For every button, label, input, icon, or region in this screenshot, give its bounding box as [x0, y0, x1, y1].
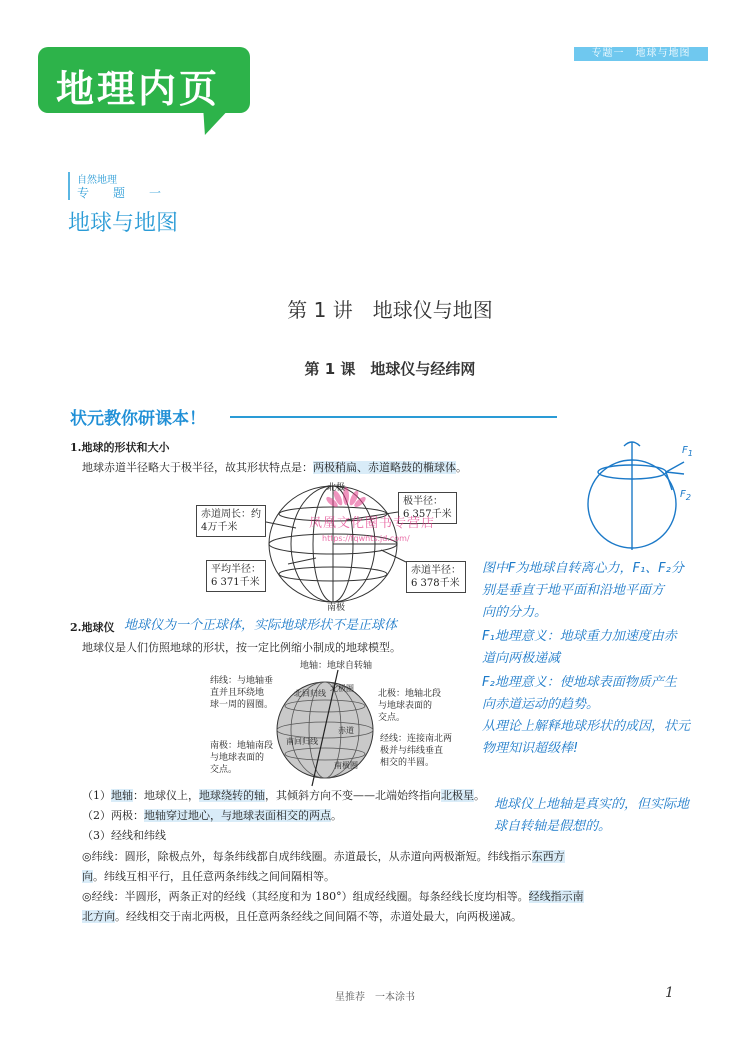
- longitude-note: 经线：连接南北两 极并与纬线垂直 相交的半圆。: [380, 734, 453, 768]
- page-number: 1: [665, 985, 674, 1001]
- latitude-line1: ◎纬线：圆形，除极点外，每条纬线都自成纬线圈。赤道最长，从赤道向两极渐短。纬线指示东西方: [82, 850, 565, 863]
- s2-heading: 2.地球仪: [70, 621, 115, 634]
- tropic-cancer-label: 北回归线: [294, 689, 326, 698]
- equator-label: 赤道: [338, 726, 354, 735]
- note-line4: F₁地理意义：地球重力加速度由赤: [482, 629, 677, 644]
- chapter-number: 专 题 一: [77, 186, 168, 200]
- latitude-line2: 向。纬线互相平行，且任意两条纬线之间间隔相等。: [82, 870, 335, 883]
- item-axis: （1）地轴：地球仪上，地球绕转的轴，其倾斜方向不变——北端始终指向北极星。: [82, 789, 485, 802]
- section-divider: [230, 416, 557, 418]
- note-line5: 道向两极递减: [482, 651, 561, 666]
- note-line8: 从理论上解释地球形状的成因，状元: [482, 719, 691, 734]
- axis-note-line1: 地球仪上地轴是真实的，但实际地: [494, 797, 690, 812]
- tropic-capricorn-label: 南回归线: [286, 737, 318, 746]
- footer-text: 星推荐 一本涂书: [335, 992, 415, 1003]
- item-poles: （2）两极：地轴穿过地心，与地球表面相交的两点。: [82, 809, 342, 822]
- chapter-bar: [68, 172, 70, 200]
- longitude-line2: 北方向。经线相交于南北两极，且任意两条经线之间间隔不等，赤道处最大，向两极递减。: [82, 910, 522, 923]
- topic-tag: 专题一 地球与地图: [574, 47, 708, 61]
- chapter-title: 地球与地图: [68, 211, 179, 236]
- chapter-category: 自然地理: [77, 175, 117, 186]
- badge-title: 地理内页: [56, 67, 221, 111]
- watermark-text: 凤凰文化圈书专营店: [309, 516, 436, 531]
- equatorial-radius-box: 赤道半径： 6 378千米: [406, 561, 466, 593]
- south-pole-note: 南极：地轴南段 与地球表面的 交点。: [210, 741, 274, 775]
- north-pole-note: 北极：地轴北段 与地球表面的 交点。: [378, 689, 442, 723]
- equator-circumference-box: 赤道周长：约 4万千米: [196, 505, 266, 537]
- note-line9: 物理知识超级棒!: [482, 741, 579, 756]
- north-pole-label: 北极: [327, 483, 346, 493]
- note-line2: 别是垂直于地平面和沿地平面方: [482, 583, 665, 598]
- item-lines: （3）经线和纬线: [82, 829, 166, 842]
- lecture-title: 第 1 讲 地球仪与地图: [287, 298, 493, 322]
- lesson-title: 第 1 课 地球仪与经纬网: [304, 360, 476, 378]
- south-pole-label: 南极: [327, 603, 346, 613]
- force-f2-label: $F_2$: [680, 489, 692, 502]
- mean-radius-box: 平均半径： 6 371千米: [206, 560, 266, 592]
- force-f1-label: $F_1$: [682, 445, 694, 458]
- axis-note-line2: 球自转轴是假想的。: [494, 819, 612, 834]
- s2-text: 地球仪是人们仿照地球的形状，按一定比例缩小制成的地球模型。: [82, 641, 401, 654]
- note-line7: 向赤道运动的趋势。: [482, 697, 600, 712]
- note-line6: F₂地理意义：使地球表面物质产生: [482, 675, 677, 690]
- arctic-circle-label: 北极圈: [330, 684, 354, 693]
- globe-model-figure: [270, 668, 380, 788]
- note-line1: 图中F为地球自转离心力，F₁、F₂分: [482, 561, 684, 576]
- watermark-url: https://fqwhts.jd.com/: [322, 534, 410, 543]
- latitude-note: 纬线：与地轴垂 直并且环绕地 球一周的圆圈。: [210, 676, 274, 710]
- s1-text: 地球赤道半径略大于极半径，故其形状特点是：两极稍扁、赤道略鼓的椭球体。: [82, 461, 467, 474]
- s1-heading: 1.地球的形状和大小: [70, 441, 170, 454]
- axis-label: 地轴：地球自转轴: [300, 661, 373, 671]
- note-line3: 向的分力。: [482, 605, 548, 620]
- handwritten-note-globe-shape: 地球仪为一个正球体，实际地球形状不是正球体: [124, 618, 398, 633]
- antarctic-circle-label: 南极圈: [334, 761, 358, 770]
- polar-radius-box: 极半径： 6 357千米: [398, 492, 457, 524]
- section-heading: 状元教你研课本！: [70, 409, 206, 429]
- longitude-line1: ◎经线：半圆形，两条正对的经线（其经度和为 180°）组成经线圈。每条经线长度均相等。经线指示南: [82, 890, 584, 903]
